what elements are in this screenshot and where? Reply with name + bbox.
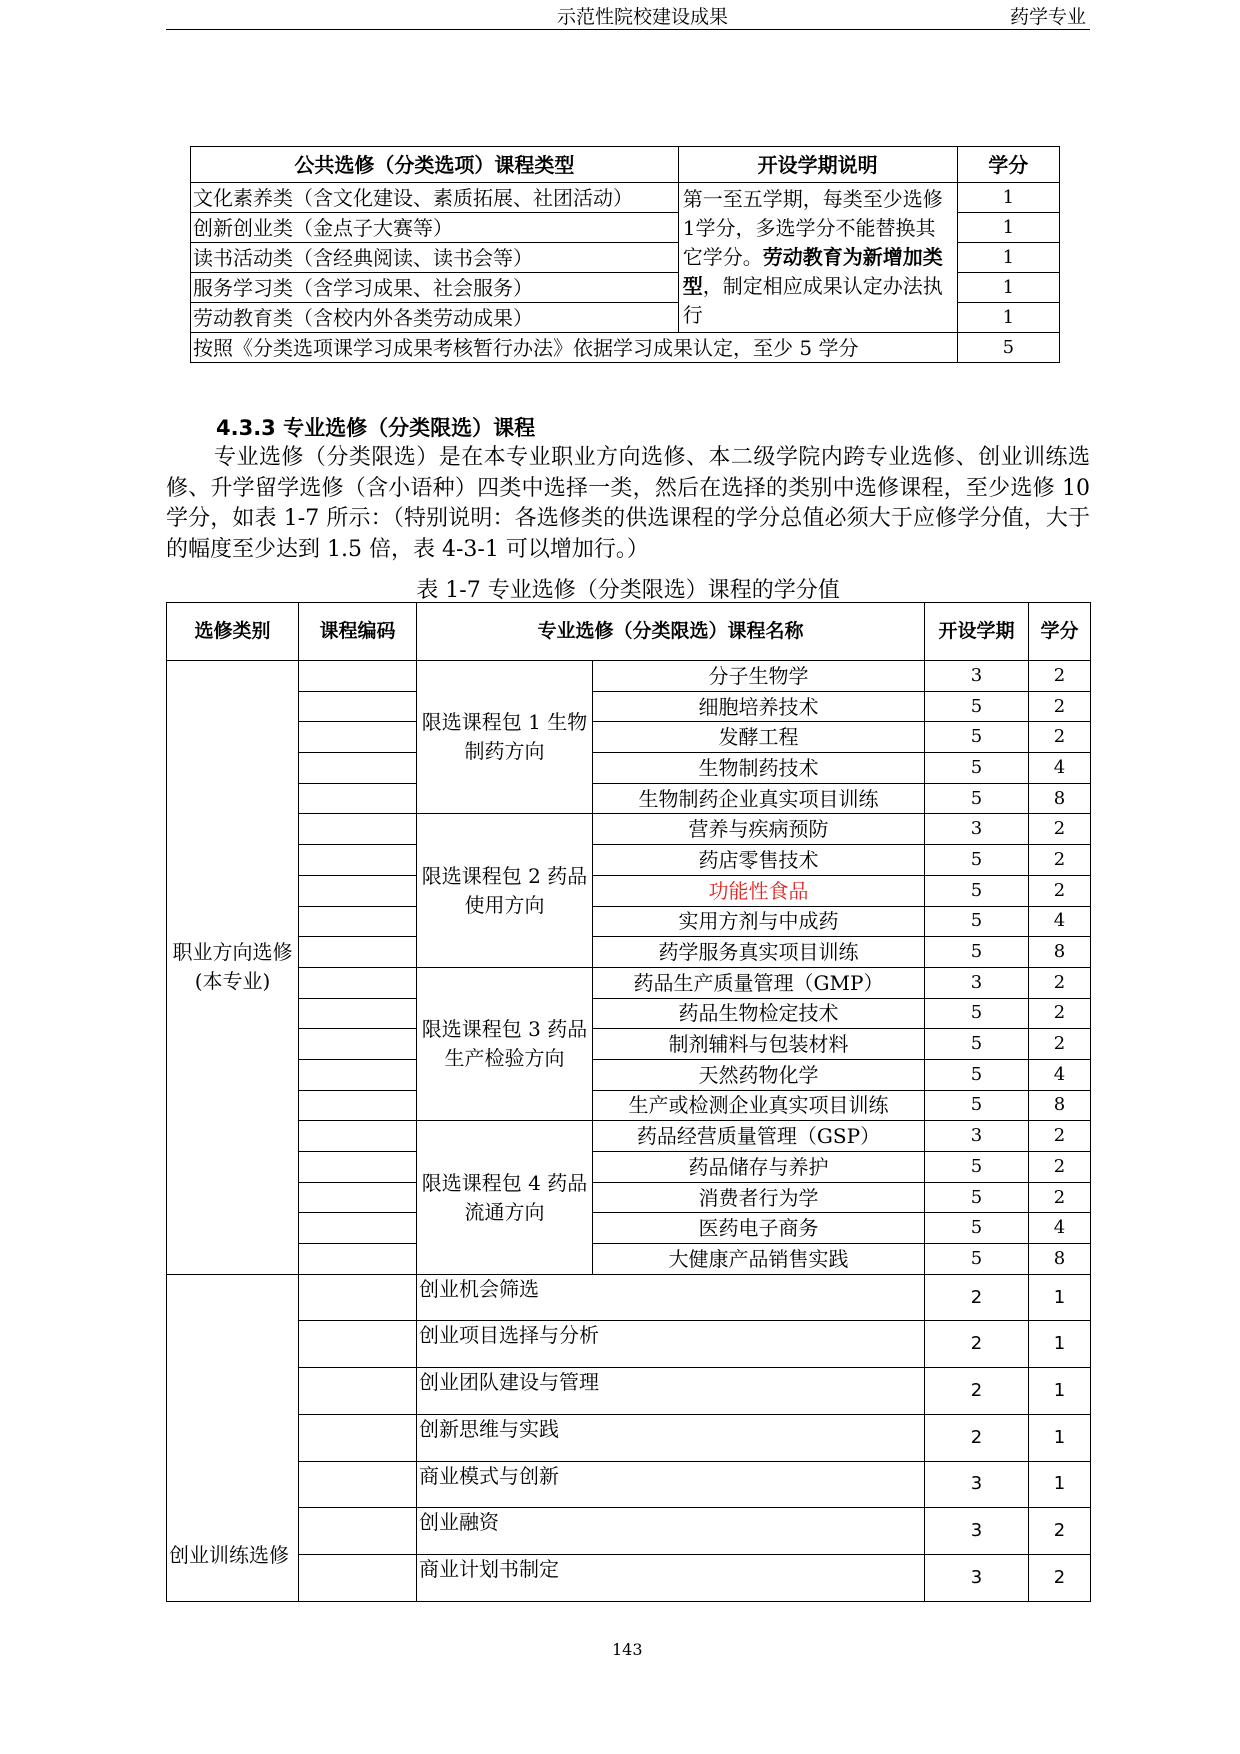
table-row (167, 1029, 1091, 1060)
course-semester: 5 (925, 998, 1029, 1029)
course-credit: 2 (1029, 691, 1091, 722)
course-code-cell (299, 1029, 417, 1060)
course-name: 分子生物学 (593, 661, 925, 692)
table-row (167, 1121, 1091, 1152)
course-credit: 2 (1029, 1554, 1091, 1601)
t1-row-credit: 1 (957, 213, 1059, 243)
course-code-cell (299, 1554, 417, 1601)
t1-header-semester: 开设学期说明 (678, 147, 957, 183)
table-row (167, 1152, 1091, 1183)
course-code-cell (299, 1508, 417, 1555)
table-row (167, 1274, 1091, 1321)
course-credit: 4 (1029, 753, 1091, 784)
table-row (167, 722, 1091, 753)
course-credit: 2 (1029, 814, 1091, 845)
course-name: 商业计划书制定 (417, 1554, 925, 1601)
course-code-cell (299, 1244, 417, 1275)
course-credit: 8 (1029, 1090, 1091, 1121)
course-code-cell (299, 998, 417, 1029)
course-name: 生物制药技术 (593, 753, 925, 784)
course-credit: 1 (1029, 1274, 1091, 1321)
course-code-cell (299, 1121, 417, 1152)
course-semester: 5 (925, 1152, 1029, 1183)
table-row (167, 1213, 1091, 1244)
course-code-cell (299, 1059, 417, 1090)
table-row (167, 783, 1091, 814)
t1-row-credit: 1 (957, 243, 1059, 273)
course-credit: 1 (1029, 1368, 1091, 1415)
t1-row-credit: 1 (957, 273, 1059, 303)
course-credit: 1 (1029, 1414, 1091, 1461)
course-name: 药学服务真实项目训练 (593, 937, 925, 968)
course-credit: 2 (1029, 845, 1091, 876)
t1-row-type: 创新创业类（金点子大赛等） (191, 213, 679, 243)
course-credit: 4 (1029, 1213, 1091, 1244)
course-name: 创业融资 (417, 1508, 925, 1555)
course-credit: 8 (1029, 937, 1091, 968)
course-name: 药品生物检定技术 (593, 998, 925, 1029)
table-row (167, 1368, 1091, 1415)
course-code-cell (299, 722, 417, 753)
course-semester: 3 (925, 1508, 1029, 1555)
course-name: 制剂辅料与包装材料 (593, 1029, 925, 1060)
course-name: 医药电子商务 (593, 1213, 925, 1244)
table-row (167, 1182, 1091, 1213)
course-code-cell (299, 845, 417, 876)
table-row (167, 906, 1091, 937)
course-code-cell (299, 1182, 417, 1213)
course-credit: 1 (1029, 1321, 1091, 1368)
table-row (167, 1508, 1091, 1555)
course-code-cell (299, 753, 417, 784)
table-row (167, 1244, 1091, 1275)
course-semester: 5 (925, 691, 1029, 722)
course-code-cell (299, 1152, 417, 1183)
course-semester: 2 (925, 1274, 1029, 1321)
course-code-cell (299, 1274, 417, 1321)
course-name: 功能性食品 (593, 875, 925, 906)
course-name: 天然药物化学 (593, 1059, 925, 1090)
course-semester: 5 (925, 1029, 1029, 1060)
course-semester: 5 (925, 753, 1029, 784)
t1-row-type: 劳动教育类（含校内外各类劳动成果） (191, 303, 679, 333)
course-semester: 3 (925, 1554, 1029, 1601)
course-name: 消费者行为学 (593, 1182, 925, 1213)
course-credit: 2 (1029, 875, 1091, 906)
t1-row-type: 读书活动类（含经典阅读、读书会等） (191, 243, 679, 273)
course-code-cell (299, 1321, 417, 1368)
course-semester: 5 (925, 875, 1029, 906)
t1-row-credit: 1 (957, 183, 1059, 213)
t1-footer-credit: 5 (957, 333, 1059, 363)
course-semester: 5 (925, 1213, 1029, 1244)
course-credit: 4 (1029, 906, 1091, 937)
course-name: 生产或检测企业真实项目训练 (593, 1090, 925, 1121)
page-number: 143 (612, 1640, 643, 1659)
course-semester: 5 (925, 906, 1029, 937)
course-code-cell (299, 1414, 417, 1461)
course-name: 药品生产质量管理（GMP） (593, 967, 925, 998)
course-semester: 2 (925, 1321, 1029, 1368)
table-row (167, 967, 1091, 998)
t1-footer-text: 按照《分类选项课学习成果考核暂行办法》依据学习成果认定，至少 5 学分 (191, 333, 958, 363)
course-semester: 5 (925, 1244, 1029, 1275)
course-code-cell (299, 906, 417, 937)
t1-row-type: 文化素养类（含文化建设、素质拓展、社团活动） (191, 183, 679, 213)
course-credit: 2 (1029, 967, 1091, 998)
table-row (167, 814, 1091, 845)
section-heading: 4.3.3 专业选修（分类限选）课程 (216, 416, 536, 440)
course-credit: 8 (1029, 783, 1091, 814)
course-name: 大健康产品销售实践 (593, 1244, 925, 1275)
course-credit: 2 (1029, 722, 1091, 753)
course-code-cell (299, 1461, 417, 1508)
course-semester: 3 (925, 967, 1029, 998)
t2-header-credit: 学分 (1029, 603, 1091, 661)
course-code-cell (299, 783, 417, 814)
course-credit: 8 (1029, 1244, 1091, 1275)
table-row (167, 661, 1091, 692)
course-credit: 2 (1029, 1029, 1091, 1060)
t1-header-type: 公共选修（分类选项）课程类型 (191, 147, 679, 183)
course-name: 创新思维与实践 (417, 1414, 925, 1461)
t2-header-semester: 开设学期 (925, 603, 1029, 661)
course-credit: 1 (1029, 1461, 1091, 1508)
category-career-direction: 职业方向选修(本专业) (167, 661, 299, 1275)
table-row (167, 1461, 1091, 1508)
course-semester: 5 (925, 722, 1029, 753)
course-name: 细胞培养技术 (593, 691, 925, 722)
page-header (166, 0, 1090, 30)
table-row (167, 845, 1091, 876)
course-credit: 2 (1029, 1182, 1091, 1213)
table-row (167, 1554, 1091, 1601)
course-semester: 2 (925, 1368, 1029, 1415)
package-name: 限选课程包 1 生物制药方向 (417, 661, 593, 814)
section-paragraph: 专业选修（分类限选）是在本专业职业方向选修、本二级学院内跨专业选修、创业训练选修、升学留学选修（含小语种）四类中选择一类，然后在选择的类别中选修课程，至少选修 10 学分，如表 1-7 所示：（特别说明：各选修类的供选课程的学分总值必须大于应修学分值，大于的幅度至少达到 1.5 倍，表 4-3-1 可以增加行。） (166, 445, 1090, 562)
header-title: 示范性院校建设成果 (557, 6, 729, 28)
table-row (167, 1059, 1091, 1090)
course-code-cell (299, 661, 417, 692)
course-name: 药品经营质量管理（GSP） (593, 1121, 925, 1152)
course-name: 生物制药企业真实项目训练 (593, 783, 925, 814)
course-semester: 3 (925, 661, 1029, 692)
course-name: 营养与疾病预防 (593, 814, 925, 845)
table-row (167, 875, 1091, 906)
course-code-cell (299, 814, 417, 845)
package-name: 限选课程包 3 药品生产检验方向 (417, 967, 593, 1120)
course-code-cell (299, 937, 417, 968)
table-row (167, 1321, 1091, 1368)
course-semester: 5 (925, 1090, 1029, 1121)
course-semester: 3 (925, 1461, 1029, 1508)
t1-row-type: 服务学习类（含学习成果、社会服务） (191, 273, 679, 303)
note-bold-text: 劳动教育为新增加类型 (682, 245, 943, 298)
table-row (167, 937, 1091, 968)
course-name: 药品储存与养护 (593, 1152, 925, 1183)
course-code-cell (299, 1213, 417, 1244)
course-code-cell (299, 1090, 417, 1121)
course-name: 药店零售技术 (593, 845, 925, 876)
t1-header-credit: 学分 (957, 147, 1059, 183)
course-semester: 3 (925, 1121, 1029, 1152)
note-text-end: ，制定相应成果认定办法执行 (682, 274, 943, 327)
t2-header-category: 选修类别 (167, 603, 299, 661)
course-semester: 5 (925, 845, 1029, 876)
course-name: 发酵工程 (593, 722, 925, 753)
package-name: 限选课程包 4 药品流通方向 (417, 1121, 593, 1274)
course-name: 创业团队建设与管理 (417, 1368, 925, 1415)
package-name: 限选课程包 2 药品使用方向 (417, 814, 593, 967)
t2-header-code: 课程编码 (299, 603, 417, 661)
professional-elective-table (166, 602, 1091, 1602)
table-row (167, 1090, 1091, 1121)
header-major: 药学专业 (1009, 6, 1086, 28)
table-row (167, 998, 1091, 1029)
course-code-cell (299, 875, 417, 906)
course-credit: 2 (1029, 1121, 1091, 1152)
course-credit: 2 (1029, 1152, 1091, 1183)
course-credit: 4 (1029, 1059, 1091, 1090)
table-row (167, 1414, 1091, 1461)
course-semester: 3 (925, 814, 1029, 845)
table-row (167, 753, 1091, 784)
t1-semester-note (678, 183, 957, 333)
course-credit: 2 (1029, 1508, 1091, 1555)
t2-header-name: 专业选修（分类限选）课程名称 (417, 603, 925, 661)
course-name: 创业机会筛选 (417, 1274, 925, 1321)
public-elective-table (190, 146, 1060, 363)
course-semester: 5 (925, 783, 1029, 814)
note-text: 第一至五学期，每类至少选修1学分，多选学分不能替换其它学分。 (682, 187, 943, 269)
course-credit: 2 (1029, 661, 1091, 692)
course-code-cell (299, 967, 417, 998)
course-name: 商业模式与创新 (417, 1461, 925, 1508)
course-semester: 5 (925, 1059, 1029, 1090)
course-semester: 5 (925, 1182, 1029, 1213)
course-semester: 5 (925, 937, 1029, 968)
course-credit: 2 (1029, 998, 1091, 1029)
table-row (167, 691, 1091, 722)
t1-row-credit: 1 (957, 303, 1059, 333)
course-code-cell (299, 1368, 417, 1415)
course-name: 实用方剂与中成药 (593, 906, 925, 937)
course-code-cell (299, 691, 417, 722)
course-name: 创业项目选择与分析 (417, 1321, 925, 1368)
category-entrepreneurship: 创业训练选修 (167, 1274, 299, 1601)
table-caption: 表 1-7 专业选修（分类限选）课程的学分值 (416, 578, 840, 603)
course-semester: 2 (925, 1414, 1029, 1461)
